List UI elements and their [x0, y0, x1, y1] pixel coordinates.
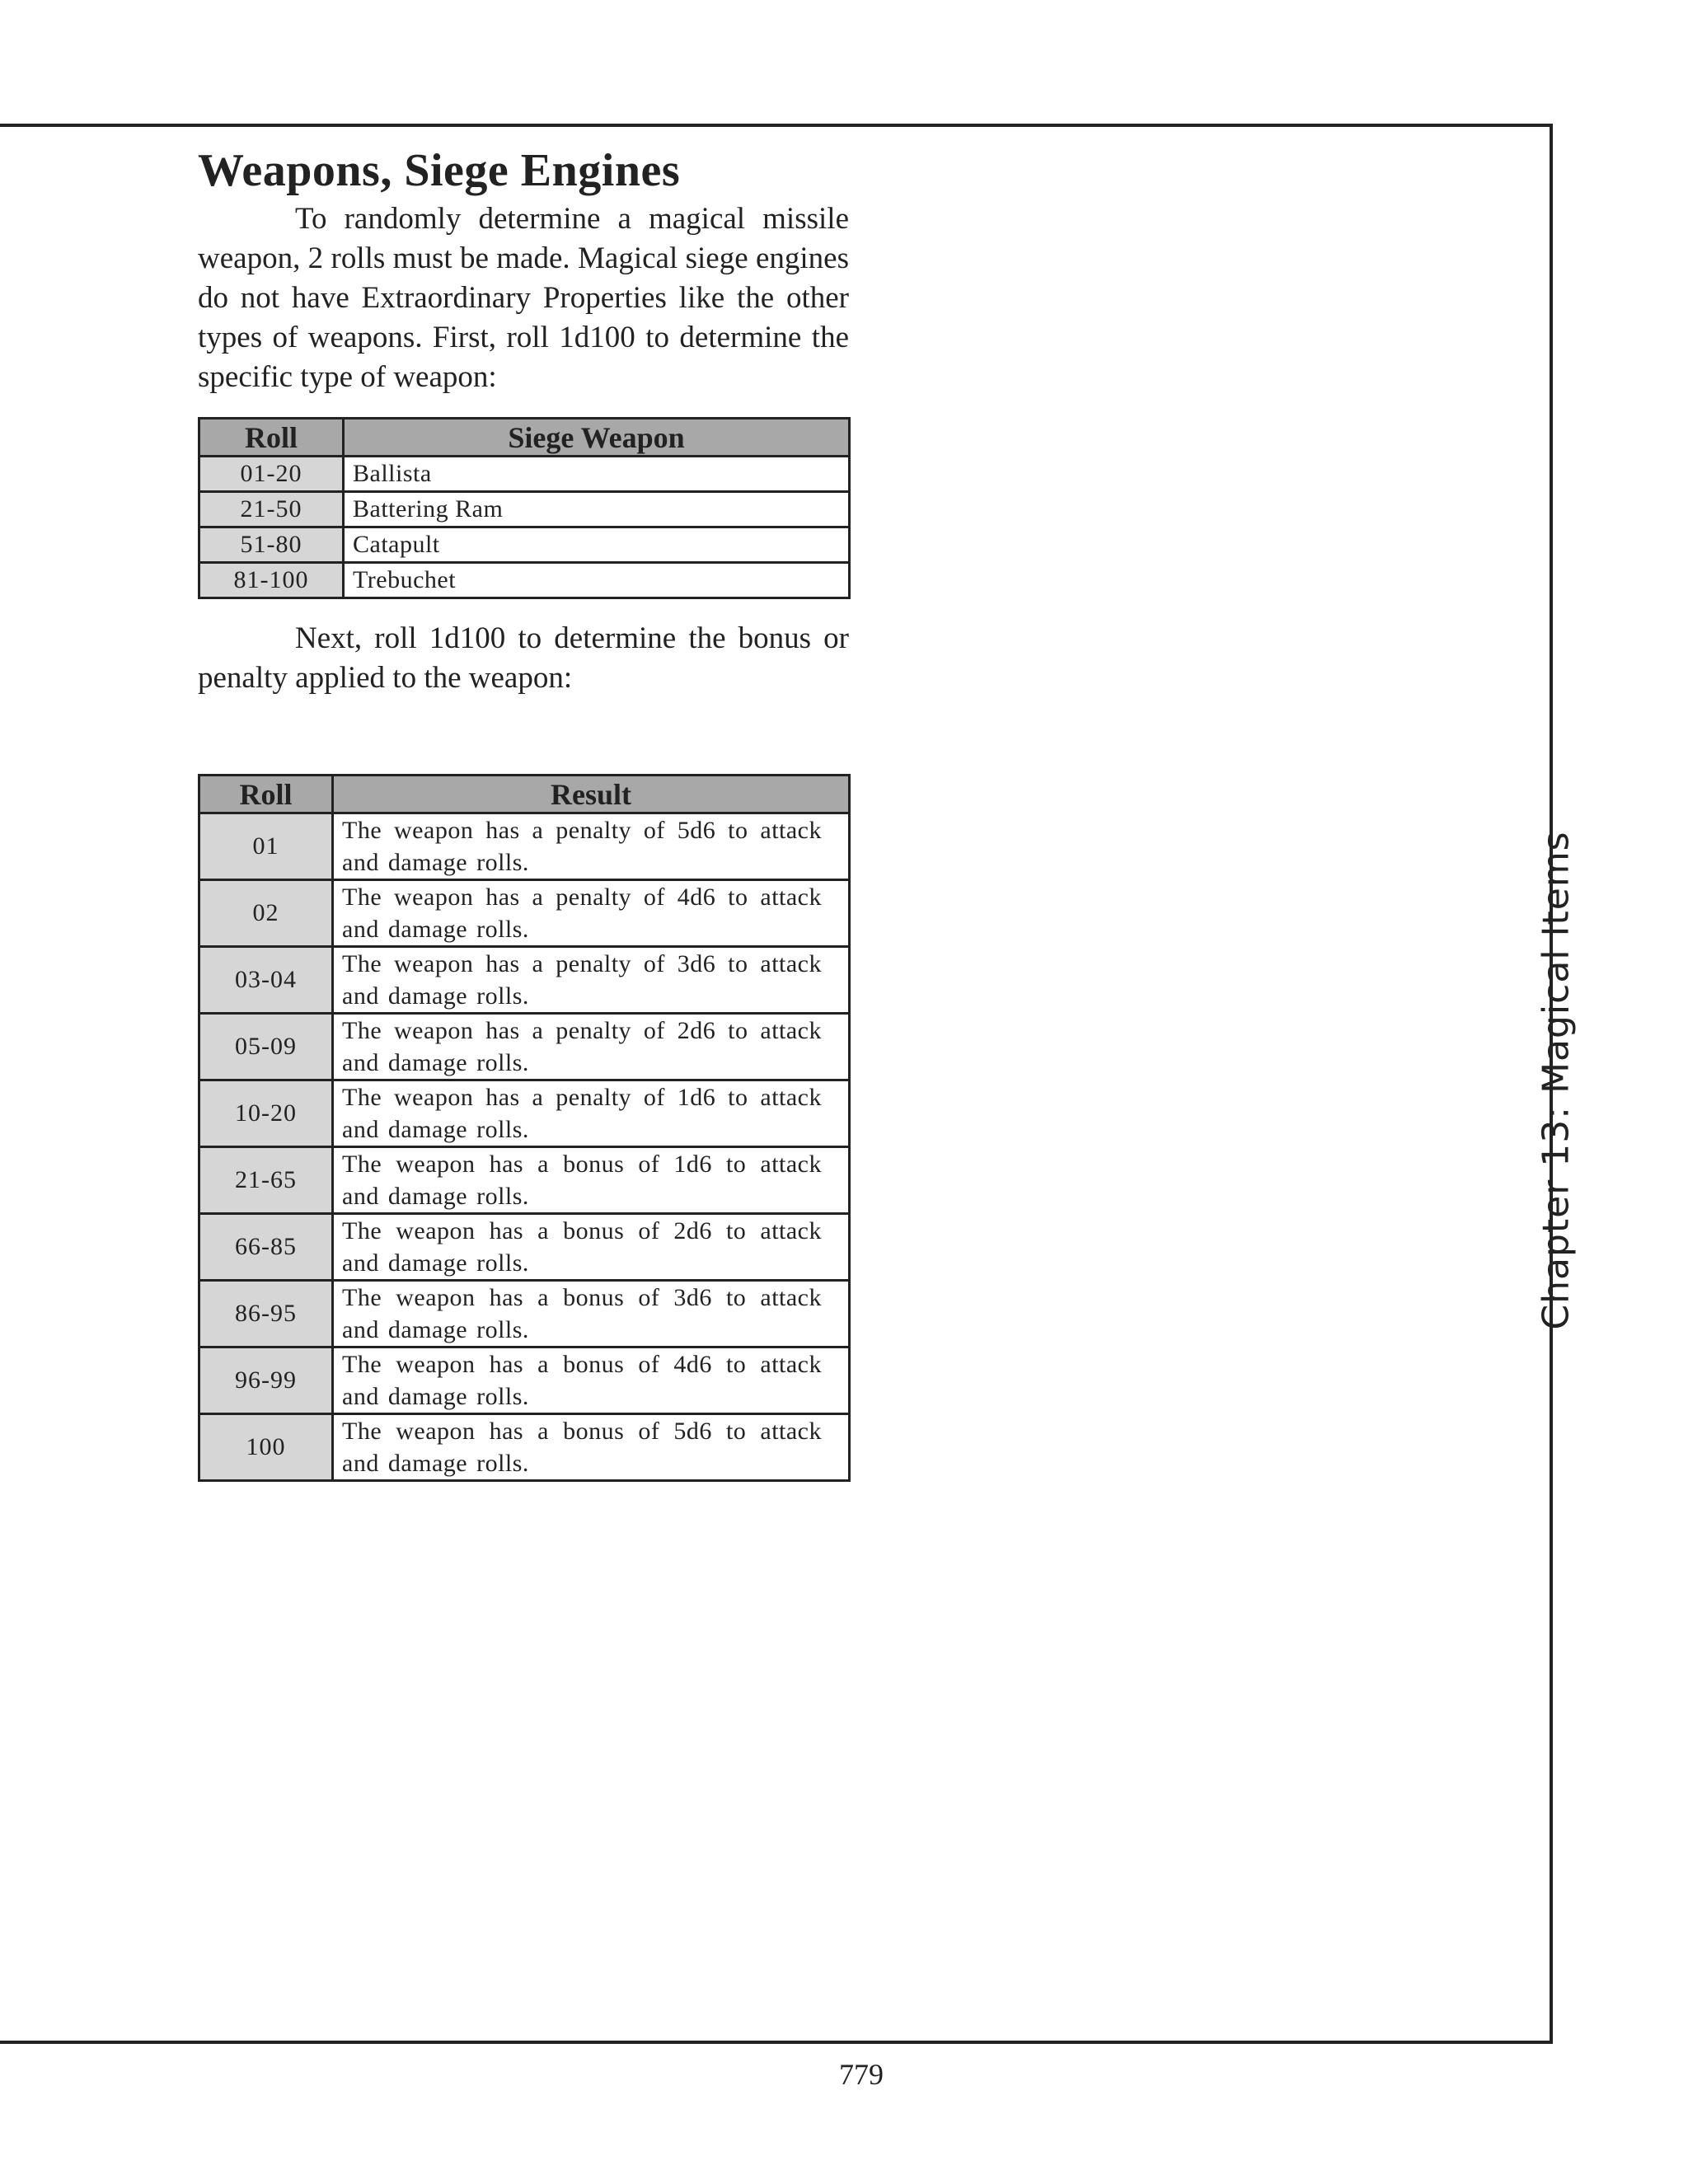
result-cell: The weapon has a bonus of 5d6 to attack and damage rolls.	[333, 1414, 850, 1481]
result-cell: The weapon has a bonus of 3d6 to attack and damage rolls.	[333, 1281, 850, 1347]
weapon-cell: Ballista	[344, 457, 850, 492]
table-row	[199, 1281, 850, 1347]
roll-cell: 21-65	[199, 1147, 333, 1214]
weapon-cell: Catapult	[344, 527, 850, 563]
siege-weapon-table	[198, 417, 851, 599]
result-cell: The weapon has a penalty of 5d6 to attack and damage rolls.	[333, 813, 850, 880]
page-number: 779	[839, 2058, 884, 2091]
main-content	[198, 142, 849, 1482]
roll-cell: 01	[199, 813, 333, 880]
roll-cell: 100	[199, 1414, 333, 1481]
bonus-penalty-table	[198, 774, 851, 1482]
section-title: Weapons, Siege Engines	[198, 145, 681, 196]
table-row	[199, 1014, 850, 1080]
table-row	[199, 880, 850, 947]
table-row	[199, 563, 850, 598]
roll-cell: 10-20	[199, 1080, 333, 1147]
roll-cell: 05-09	[199, 1014, 333, 1080]
table-row	[199, 1347, 850, 1414]
table-row	[199, 457, 850, 492]
result-cell: The weapon has a penalty of 1d6 to attack and damage rolls.	[333, 1080, 850, 1147]
roll-cell: 01-20	[199, 457, 344, 492]
header-siege-weapon: Siege Weapon	[344, 419, 850, 457]
roll-cell: 66-85	[199, 1214, 333, 1281]
result-cell: The weapon has a bonus of 2d6 to attack and damage rolls.	[333, 1214, 850, 1281]
header-roll: Roll	[199, 776, 333, 813]
header-result: Result	[333, 776, 850, 813]
header-roll: Roll	[199, 419, 344, 457]
result-cell: The weapon has a penalty of 3d6 to attack and damage rolls.	[333, 947, 850, 1014]
roll-cell: 21-50	[199, 492, 344, 527]
table-row	[199, 527, 850, 563]
next-paragraph: Next, roll 1d100 to determine the bonus or penalty applied to the weapon:	[198, 621, 849, 695]
chapter-sidebar-label: Chapter 13: Magical Items	[1535, 831, 1578, 1330]
result-cell: The weapon has a penalty of 4d6 to attack and damage rolls.	[333, 880, 850, 947]
table-row	[199, 492, 850, 527]
weapon-cell: Battering Ram	[344, 492, 850, 527]
roll-cell: 81-100	[199, 563, 344, 598]
table-row	[199, 947, 850, 1014]
roll-cell: 02	[199, 880, 333, 947]
weapon-cell: Trebuchet	[344, 563, 850, 598]
intro-paragraph: To randomly determine a magical missile weapon, 2 rolls must be made. Magical siege engines do not have Extraordinary Properties like the other types of weapons. First, roll 1d100 to determine the specific type of weapon:	[198, 202, 849, 394]
roll-cell: 96-99	[199, 1347, 333, 1414]
roll-cell: 03-04	[199, 947, 333, 1014]
roll-cell: 86-95	[199, 1281, 333, 1347]
result-cell: The weapon has a bonus of 4d6 to attack and damage rolls.	[333, 1347, 850, 1414]
table-header-row	[199, 776, 850, 813]
table-header-row	[199, 419, 850, 457]
roll-cell: 51-80	[199, 527, 344, 563]
result-cell: The weapon has a bonus of 1d6 to attack and damage rolls.	[333, 1147, 850, 1214]
table-row	[199, 1414, 850, 1481]
table-row	[199, 813, 850, 880]
table-row	[199, 1214, 850, 1281]
table-row	[199, 1147, 850, 1214]
table-row	[199, 1080, 850, 1147]
result-cell: The weapon has a penalty of 2d6 to attack and damage rolls.	[333, 1014, 850, 1080]
